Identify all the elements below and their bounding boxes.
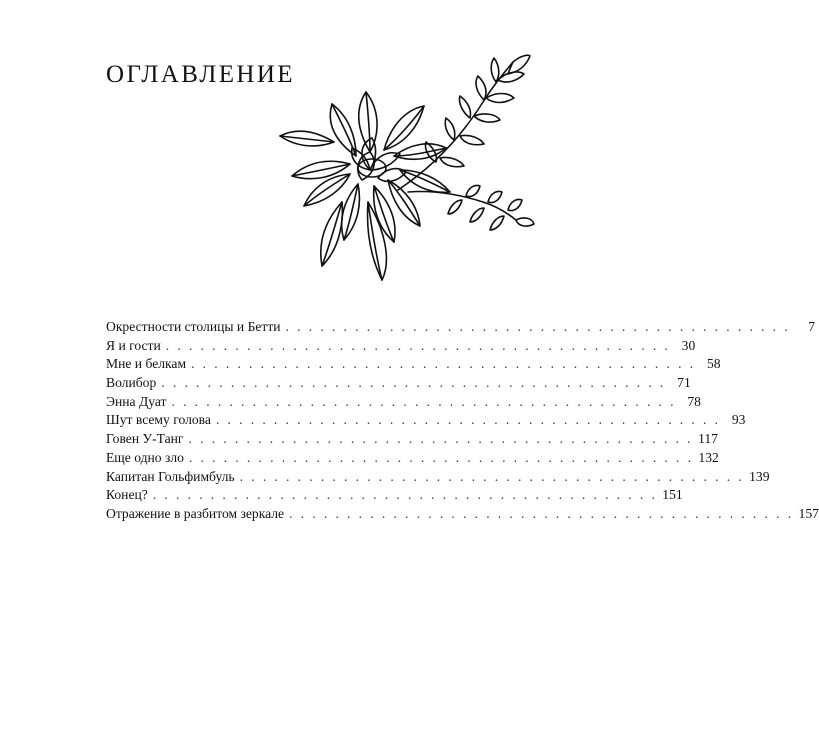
toc-entry-title: Еще одно зло xyxy=(106,449,184,465)
toc-entry-title: Отражение в разбитом зеркале xyxy=(106,505,285,521)
toc-entry-page: 7 xyxy=(808,319,816,334)
toc-entry-page: 117 xyxy=(698,431,718,447)
toc-entry-page: 30 xyxy=(681,337,696,353)
toc-entry xyxy=(106,449,719,468)
toc-entry-title: Энна Дуат xyxy=(106,393,167,409)
toc-entry-title: Конец? xyxy=(106,487,148,503)
toc-entry-page: 78 xyxy=(687,393,701,409)
dot-leader: . . . . . . . . . . . . . . . . . . . . . . . . . . . . . . . . . . . . . . . . . . . . xyxy=(215,412,721,428)
toc-entry-title: Шут всему голова xyxy=(106,412,211,428)
toc-entry-title: Капитан Гольфимбуль xyxy=(106,468,235,484)
toc-entry-title: Мне и белкам xyxy=(106,356,187,372)
toc-entry-title: Окрестности столицы и Бетти xyxy=(106,319,281,334)
toc-entry xyxy=(106,430,718,449)
dot-leader: . . . . . . . . . . . . . . . . . . . . . . . . . . . . . . . . . . . . . . . . . . . . xyxy=(191,356,696,372)
toc-entry-page: 71 xyxy=(677,375,691,391)
dot-leader: . . . . . . . . . . . . . . . . . . . . . . . . . . . . . . . . . . . . . . . . . . . . xyxy=(289,505,794,521)
dot-leader: . . . . . . . . . . . . . . . . . . . . . . . . . . . . . . . . . . . . . . . . . . . . xyxy=(188,431,693,447)
dot-leader: . . . . . . . . . . . . . . . . . . . . . . . . . . . . . . . . . . . . . . . . . . . . xyxy=(188,449,694,465)
dot-leader: . . . . . . . . . . . . . . . . . . . . . . . . . . . . . . . . . . . . . . . . . . . . xyxy=(171,393,676,409)
flower-illustration-icon xyxy=(258,52,538,292)
dot-leader: . . . . . . . . . . . . . . . . . . . . . . . . . . . . . . . . . . . . . . . . . . . . xyxy=(285,319,791,334)
toc-entry-page: 132 xyxy=(698,449,719,465)
toc-entry xyxy=(106,374,691,393)
toc-entry-title: Волибор xyxy=(106,375,157,391)
dot-leader: . . . . . . . . . . . . . . . . . . . . . . . . . . . . . . . . . . . . . . . . . . . . xyxy=(152,487,658,503)
table-of-contents xyxy=(106,318,819,524)
toc-entry xyxy=(106,393,701,412)
page-title: ОГЛАВЛЕНИЕ xyxy=(106,61,295,88)
toc-entry-page: 157 xyxy=(798,505,819,521)
toc-entry xyxy=(106,486,683,505)
toc-entry xyxy=(106,505,819,524)
toc-entry xyxy=(106,318,816,337)
toc-entry-title: Я и гости xyxy=(106,337,161,353)
toc-entry-title: Говен У-Танг xyxy=(106,431,184,447)
dot-leader: . . . . . . . . . . . . . . . . . . . . . . . . . . . . . . . . . . . . . . . . . . . . xyxy=(161,375,666,391)
toc-entry-page: 58 xyxy=(706,356,721,372)
toc-entry xyxy=(106,468,770,487)
toc-entry xyxy=(106,355,721,374)
toc-entry xyxy=(106,411,746,430)
toc-entry-page: 93 xyxy=(731,412,746,428)
dot-leader: . . . . . . . . . . . . . . . . . . . . . . . . . . . . . . . . . . . . . . . . . . . . xyxy=(165,337,671,353)
dot-leader: . . . . . . . . . . . . . . . . . . . . . . . . . . . . . . . . . . . . . . . . . . . . xyxy=(239,468,745,484)
toc-entry-page: 139 xyxy=(749,468,770,484)
toc-entry-page: 151 xyxy=(662,487,683,503)
toc-entry xyxy=(106,337,696,356)
